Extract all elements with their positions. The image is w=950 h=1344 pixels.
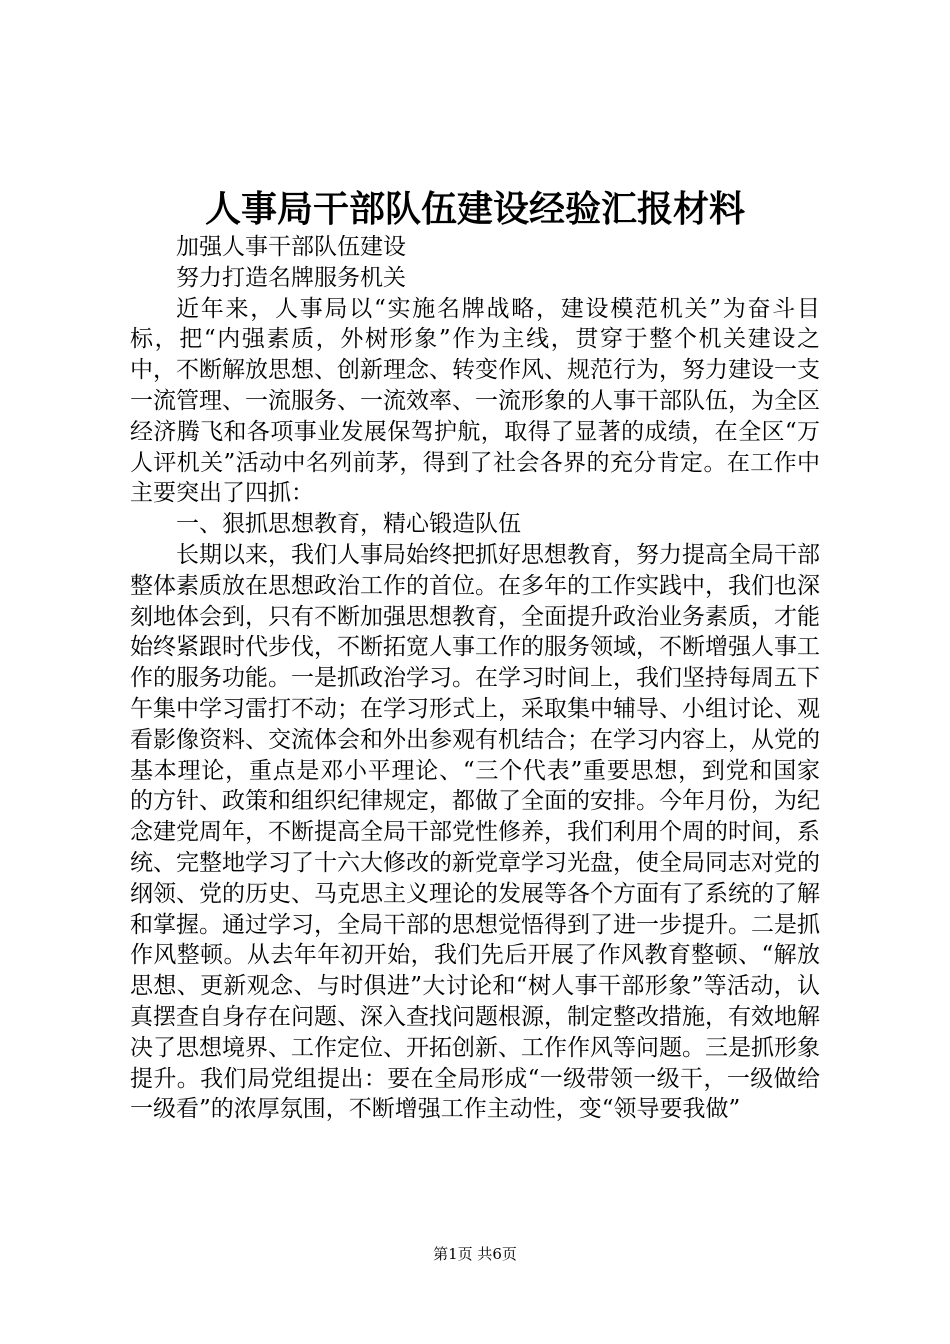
subtitle-line-1: 加强人事干部队伍建设 <box>176 234 406 260</box>
document-body <box>130 232 820 1125</box>
section-heading-1: 一、狠抓思想教育，精心锻造队伍 <box>176 511 521 538</box>
section-1-paragraph: 长期以来，我们人事局始终把抓好思想教育，努力提高全局干部整体素质放在思想政治工作的首位。在多年的工作实践中，我们也深刻地体会到，只有不断加强思想教育，全面提升政治业务素质，才能始终紧跟时代步伐，不断拓宽人事工作的服务领域，不断增强人事工作的服务功能。一是抓政治学习。在学习时间上，我们坚持每周五下午集中学习雷打不动；在学习形式上，采取集中辅导、小组讨论、观看影像资料、交流体会和外出参观有机结合；在学习内容上，从党的基本理论，重点是邓小平理论、“三个代表”重要思想，到党和国家的方针、政策和组织纪律规定，都做了全面的安排。今年月份，为纪念建党周年，不断提高全局干部党性修养，我们利用个周的时间，系统、完整地学习了十六大修改的新党章学习光盘，使全局同志对党的纲领、党的历史、马克思主义理论的发展等各个方面有了系统的了解和掌握。通过学习，全局干部的思想觉悟得到了进一步提升。二是抓作风整顿。从去年年初开始，我们先后开展了作风教育整顿、“解放思想、更新观念、与时俱进”大讨论和“树人事干部形象”等活动，认真摆查自身存在问题、深入查找问题根源，制定整改措施，有效地解决了思想境界、工作定位、开拓创新、工作作风等问题。三是抓形象提升。我们局党组提出：要在全局形成“一级带领一级干，一级做给一级看”的浓厚氛围，不断增强工作主动性，变“领导要我做” <box>130 541 820 1123</box>
subtitle-line-2: 努力打造名牌服务机关 <box>176 264 406 291</box>
intro-paragraph: 近年来，人事局以“实施名牌战略，建设模范机关”为奋斗目标，把“内强素质，外树形象”作为主线，贯穿于整个机关建设之中，不断解放思想、创新理念、转变作风、规范行为，努力建设一支一流管理、一流服务、一流效率、一流形象的人事干部队伍，为全区经济腾飞和各项事业发展保驾护航，取得了显著的成绩，在全区“万人评机关”活动中名列前茅，得到了社会各界的充分肯定。在工作中主要突出了四抓： <box>130 295 820 507</box>
document-title: 人事局干部队伍建设经验汇报材料 <box>204 188 745 230</box>
page-number-footer: 第1页 共6页 <box>433 1245 517 1263</box>
